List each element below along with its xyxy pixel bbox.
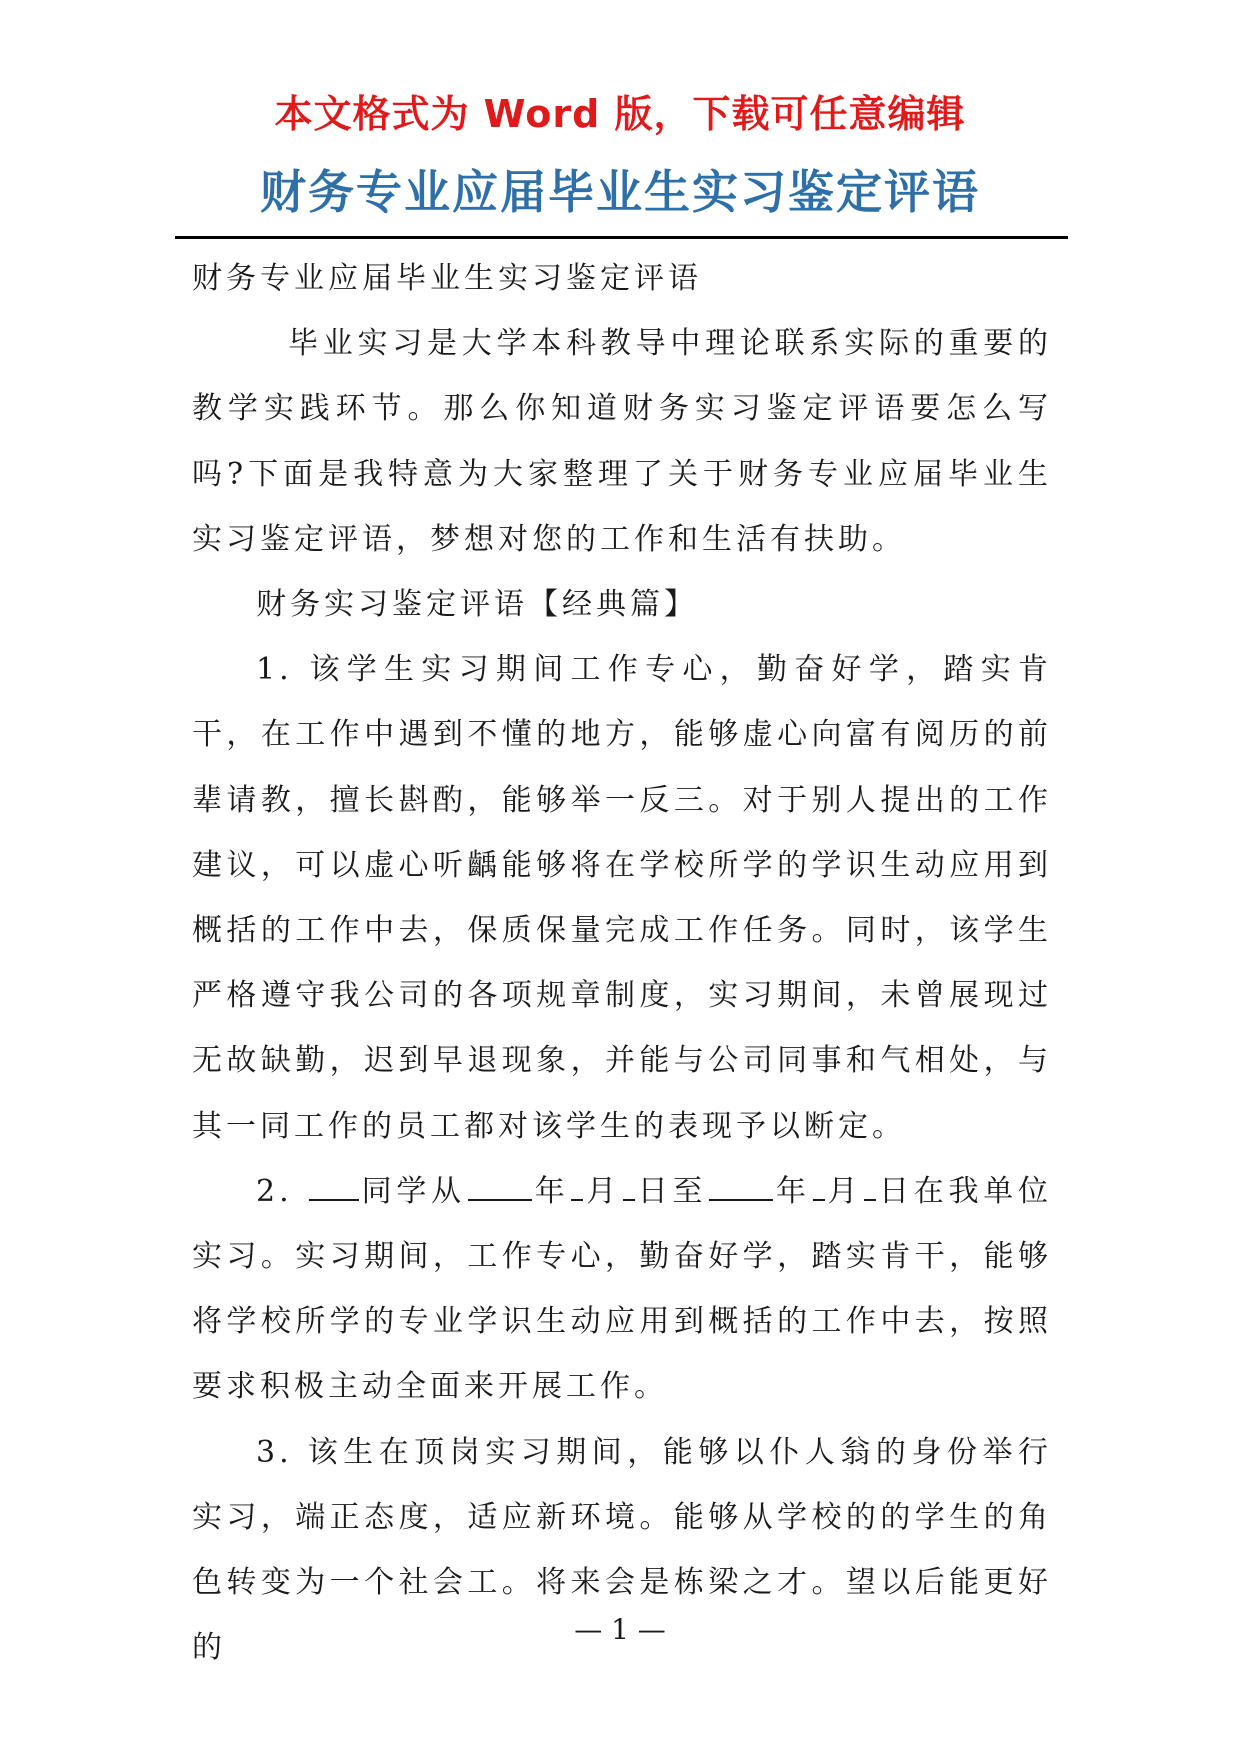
evaluation-item-1: 1. 该学生实习期间工作专心，勤奋好学，踏实肯干，在工作中遇到不懂的地方，能够虚心向富有阅历的前辈请教，擅长斟酌，能够举一反三。对于别人提出的工作建议，可以虚心听齲能够将在学校所学的学识生动应用到概括的工作中去，保质保量完成工作任务。同时，该学生严格遵守我公司的各项规章制度，实习期间，未曾展现过无故缺勤，迟到早退现象，并能与公司同事和气相处，与其一同工作的员工都对该学生的表现予以断定。 (192, 652, 1052, 1144)
item-number: 2. (256, 1173, 293, 1209)
body-subtitle: 财务专业应届毕业生实习鉴定评语 (192, 261, 702, 296)
page-number: — 1 — (574, 1613, 666, 1646)
document-body (192, 246, 1052, 1680)
end-month-blank (813, 1169, 825, 1201)
item2-text-5: 年 (775, 1173, 811, 1209)
end-year-blank (709, 1169, 773, 1201)
evaluation-item-2 (192, 1159, 1052, 1420)
end-day-blank (864, 1169, 876, 1201)
month-blank (571, 1169, 583, 1201)
item2-text-3: 月 (585, 1173, 621, 1209)
format-notice-banner: 本文格式为 Word 版，下载可任意编辑 (274, 92, 966, 136)
year-blank (468, 1169, 532, 1201)
intro-paragraph: 毕业实习是大学本科教导中理论联系实际的重要的教学实践环节。那么你知道财务实习鉴定评语要怎么写吗?下面是我特意为大家整理了关于财务专业应届毕业生实习鉴定评语，梦想对您的工作和生活有扶助。 (192, 326, 1052, 557)
title-divider (175, 236, 1068, 239)
evaluation-item-3: 3. 该生在顶岗实习期间，能够以仆人翁的身份举行实习，端正态度，适应新环境。能够从学校的的学生的角色转变为一个社会工。将来会是栋梁之才。望以后能更好的 (192, 1434, 1052, 1666)
name-blank (309, 1169, 359, 1201)
section-heading: 财务实习鉴定评语【经典篇】 (256, 587, 698, 623)
document-title: 财务专业应届毕业生实习鉴定评语 (260, 165, 980, 219)
item2-text-7: 日在我单位实习。实习期间，工作专心，勤奋好学，踏实肯干，能够将学校所学的专业学识生动应用到概括的工作中去，按照要求积极主动全面来开展工作。 (192, 1173, 1053, 1405)
item2-text-2: 年 (533, 1173, 570, 1209)
item2-text-6: 月 (826, 1173, 863, 1209)
item2-text-1: 同学从 (360, 1173, 466, 1209)
day-blank (623, 1169, 635, 1201)
item2-text-4: 日至 (636, 1173, 708, 1209)
